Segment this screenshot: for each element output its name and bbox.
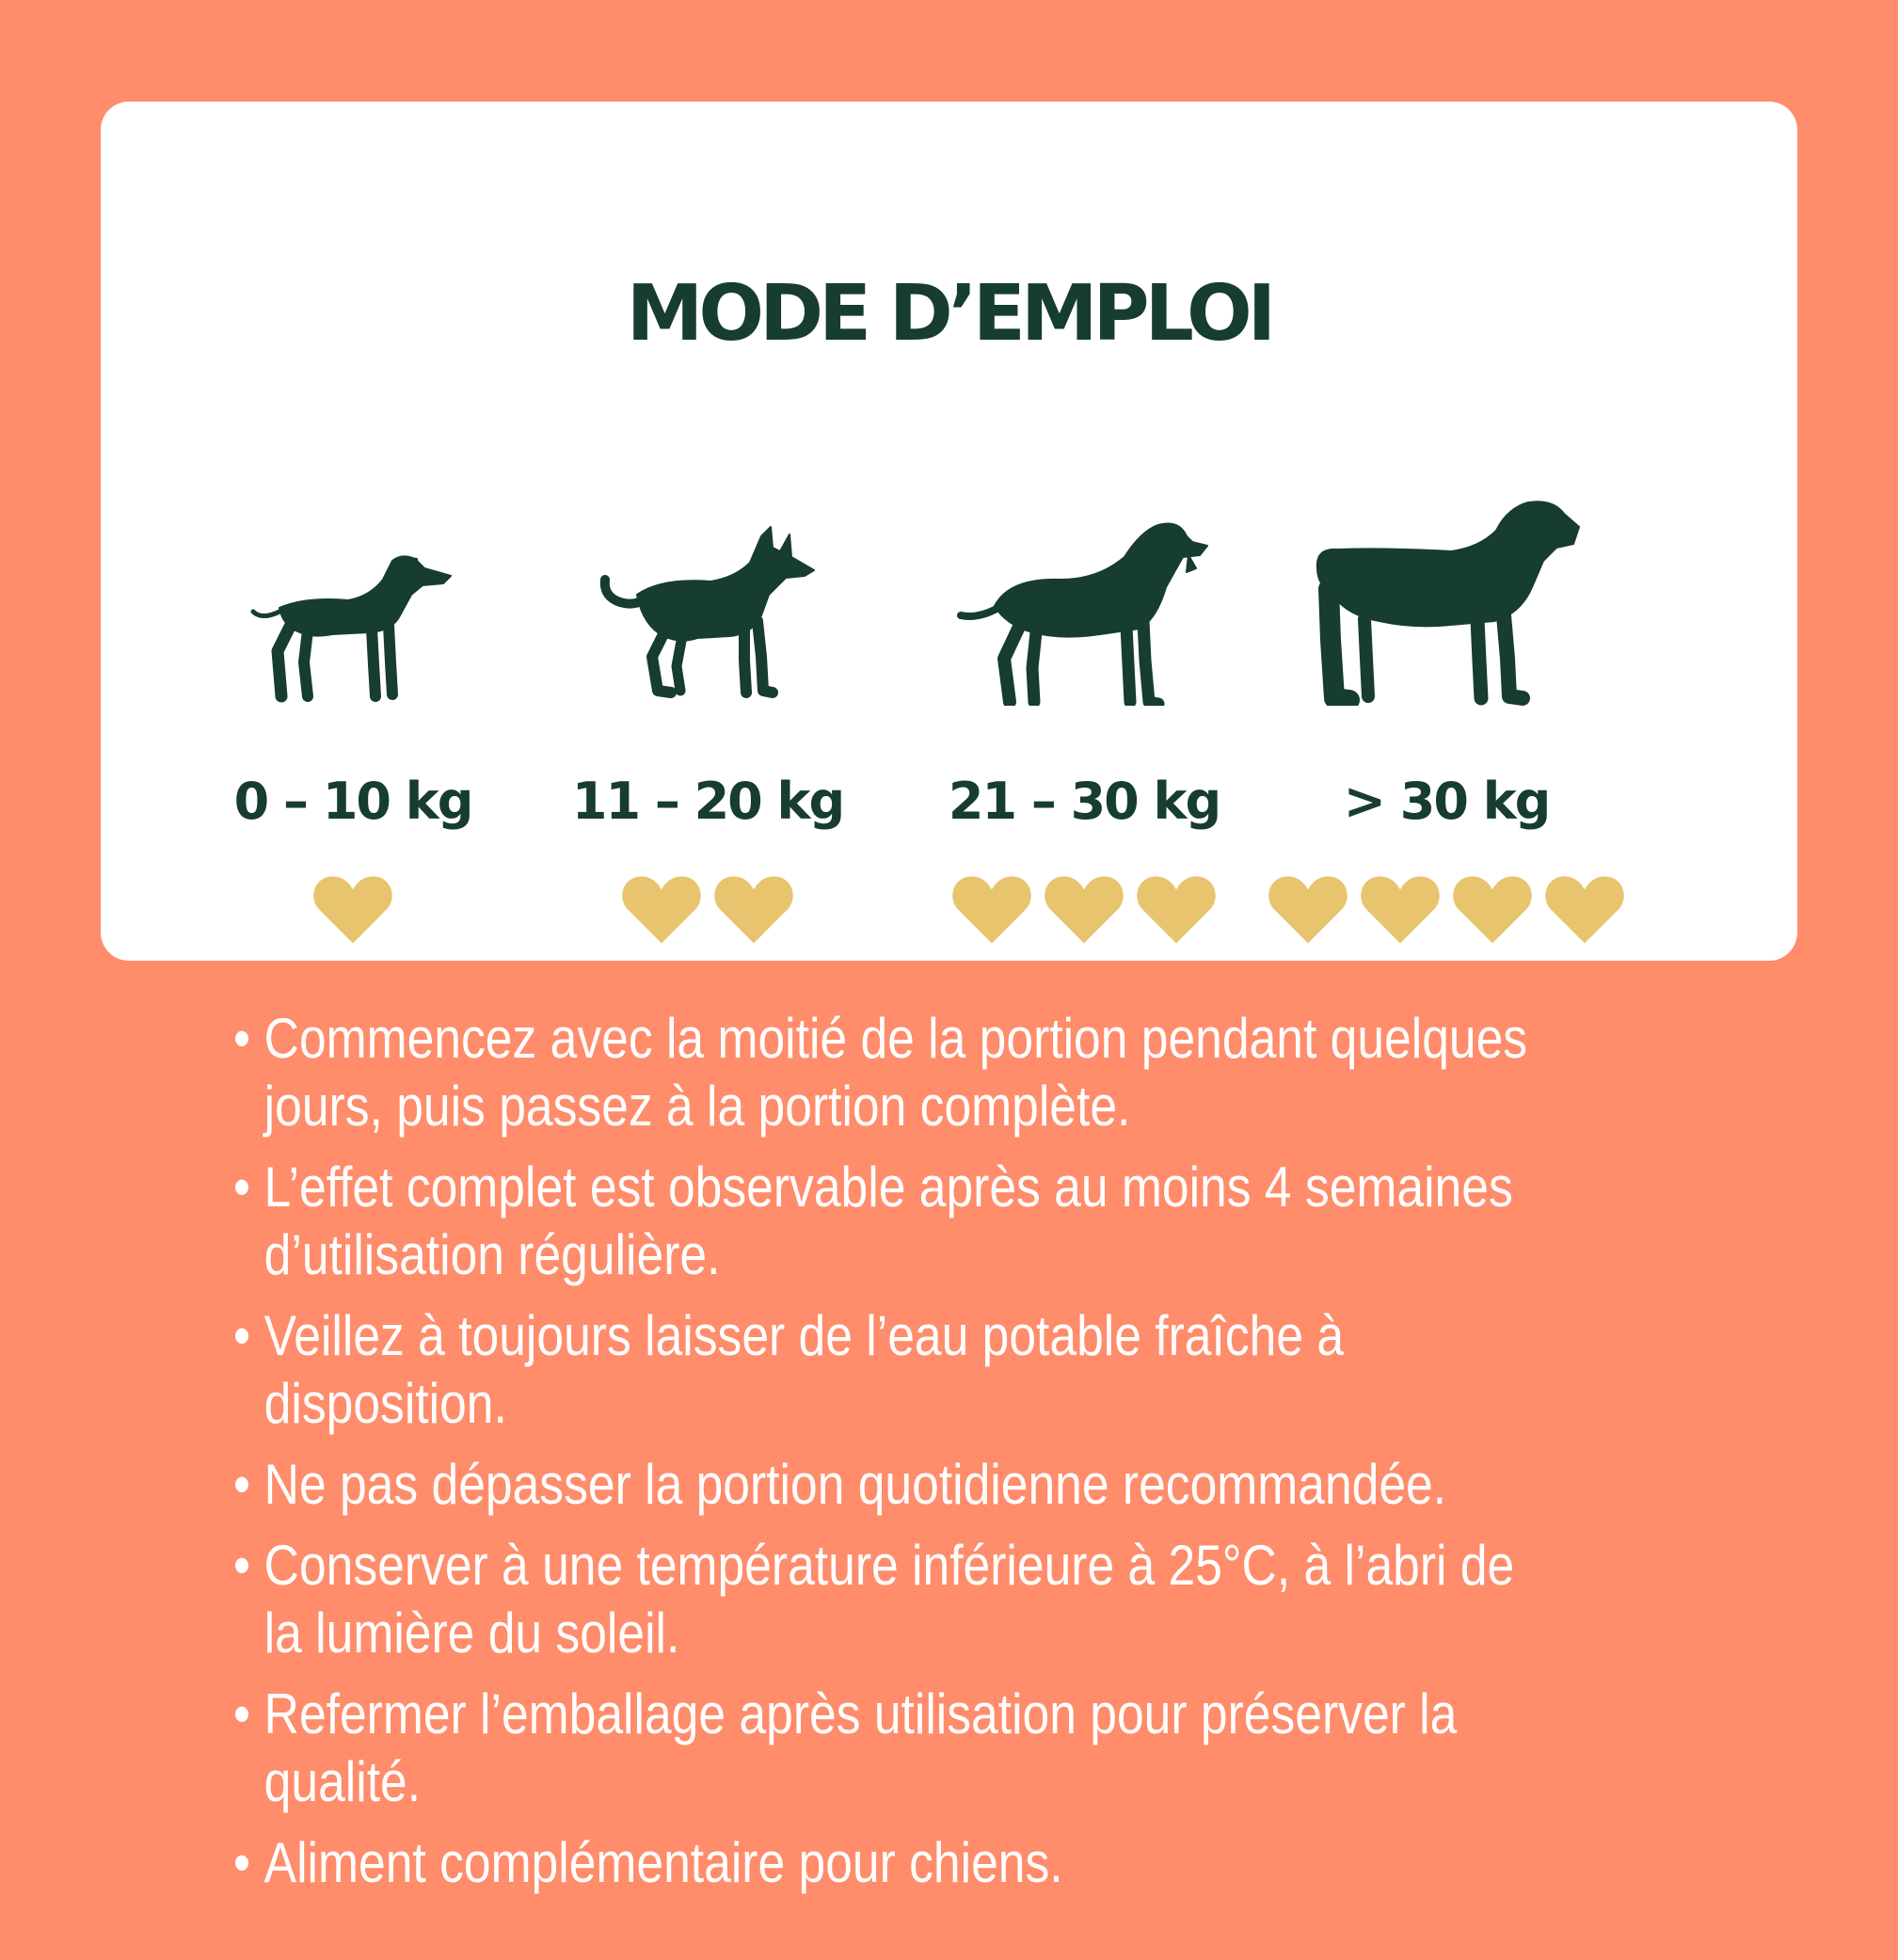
weight-label: 0 – 10 kg — [233, 772, 472, 831]
heart-rating — [619, 871, 796, 947]
heart-icon — [1042, 871, 1126, 947]
weight-label: > 30 kg — [1343, 772, 1550, 831]
instruction-item: • Aliment complémentaire pour chiens. — [233, 1829, 1528, 1897]
heart-icon — [1358, 871, 1443, 947]
instruction-item: • L’effet complet est observable après au moins 4 semaines d’utilisation régulière. — [233, 1154, 1528, 1289]
heart-rating — [949, 871, 1219, 947]
heart-rating — [1266, 871, 1627, 947]
heart-icon — [1450, 871, 1535, 947]
instruction-item: • Refermer l’emballage après utilisation pour préserver la qualité. — [233, 1681, 1528, 1816]
weight-label: 21 – 30 kg — [948, 772, 1220, 831]
instructions-card — [101, 102, 1797, 961]
instruction-item: • Conserver à une température inférieure à 25°C, à l’abri de la lumière du soleil. — [233, 1532, 1528, 1667]
heart-icon — [1134, 871, 1219, 947]
dosage-column-4 — [1258, 478, 1635, 967]
heart-icon — [1542, 871, 1627, 947]
instruction-item: • Ne pas dépasser la portion quotidienne recommandée. — [233, 1451, 1528, 1519]
giant-dog-icon — [1310, 499, 1583, 706]
heart-icon — [1266, 871, 1350, 947]
instructions-list — [233, 1005, 1528, 1910]
medium-dog-icon — [599, 525, 816, 704]
small-dog-icon — [249, 553, 456, 704]
dosage-column-3 — [924, 478, 1244, 967]
instruction-item: • Commencez avec la moitié de la portion pendant quelques jours, puis passez à la portion complète. — [233, 1005, 1528, 1140]
dosage-column-1 — [221, 478, 485, 967]
heart-icon — [711, 871, 796, 947]
weight-label: 11 – 20 kg — [571, 772, 844, 831]
instruction-item: • Veillez à toujours laisser de l’eau potable fraîche à disposition. — [233, 1302, 1528, 1438]
page-title: MODE D’EMPLOI — [626, 269, 1272, 359]
heart-rating — [311, 871, 395, 947]
heart-icon — [311, 871, 395, 947]
large-dog-icon — [957, 518, 1211, 706]
heart-icon — [949, 871, 1034, 947]
dosage-column-2 — [566, 478, 849, 967]
heart-icon — [619, 871, 704, 947]
